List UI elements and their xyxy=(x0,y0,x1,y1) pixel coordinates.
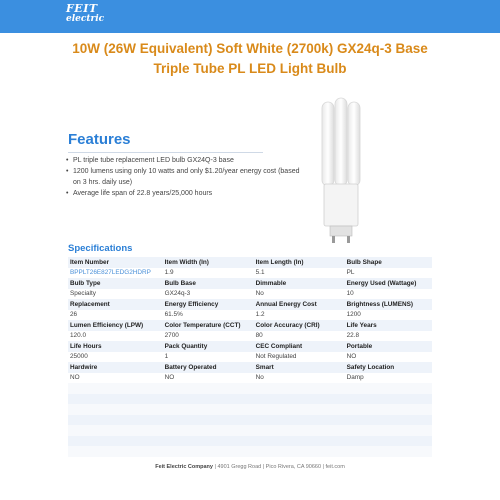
spec-empty-row xyxy=(68,394,432,405)
footer-address: | 4901 Gregg Road | Pico Rivera, CA 90660 | xyxy=(212,464,326,470)
spec-label-row xyxy=(68,362,432,373)
spec-label: Portable xyxy=(345,341,432,352)
spec-value: NO xyxy=(345,352,432,363)
spec-label: Life Hours xyxy=(68,341,163,352)
spec-value: 25000 xyxy=(68,352,163,363)
spec-value-row xyxy=(68,268,432,279)
spec-value-row xyxy=(68,310,432,321)
specifications-table xyxy=(68,257,432,457)
spec-label: Color Temperature (CCT) xyxy=(163,320,254,331)
footer xyxy=(0,464,500,470)
spec-value: PL xyxy=(345,268,432,279)
spec-empty-row xyxy=(68,415,432,426)
spec-label: Brightness (LUMENS) xyxy=(345,299,432,310)
feature-item: • 1200 lumens using only 10 watts and only $1.20/year energy cost (based on 3 hrs. daily use) xyxy=(66,166,306,188)
spec-value-row xyxy=(68,373,432,384)
spec-label: Energy Efficiency xyxy=(163,299,254,310)
spec-value: BPPLT26E827LEDG2HDRP xyxy=(68,268,163,279)
spec-label-row xyxy=(68,299,432,310)
spec-value-row xyxy=(68,331,432,342)
spec-label: CEC Compliant xyxy=(254,341,345,352)
spec-value: 1.9 xyxy=(163,268,254,279)
spec-value-row xyxy=(68,289,432,300)
feature-item: • Average life span of 22.8 years/25,000 hours xyxy=(66,188,306,199)
title-line2: Triple Tube PL LED Light Bulb xyxy=(153,61,347,76)
spec-value-row xyxy=(68,352,432,363)
title-line1: 10W (26W Equivalent) Soft White (2700k) GX24q-3 Base xyxy=(72,41,428,56)
spec-label: Item Number xyxy=(68,257,163,268)
spec-label: Dimmable xyxy=(254,278,345,289)
spec-value: 120.0 xyxy=(68,331,163,342)
spec-empty-row xyxy=(68,446,432,457)
spec-value: 10 xyxy=(345,289,432,300)
feature-item: • PL triple tube replacement LED bulb GX24Q-3 base xyxy=(66,155,306,166)
spec-empty-row xyxy=(68,383,432,394)
spec-label: Hardwire xyxy=(68,362,163,373)
spec-value: 61.5% xyxy=(163,310,254,321)
spec-label: Safety Location xyxy=(345,362,432,373)
spec-value: 26 xyxy=(68,310,163,321)
spec-label: Lumen Efficiency (LPW) xyxy=(68,320,163,331)
spec-label-row xyxy=(68,341,432,352)
spec-value: NO xyxy=(68,373,163,384)
spec-label: Item Width (In) xyxy=(163,257,254,268)
spec-label: Pack Quantity xyxy=(163,341,254,352)
spec-value: Damp xyxy=(345,373,432,384)
spec-label: Bulb Shape xyxy=(345,257,432,268)
spec-value: 1 xyxy=(163,352,254,363)
pl-led-bulb-icon xyxy=(318,94,364,244)
spec-label: Battery Operated xyxy=(163,362,254,373)
product-title xyxy=(40,39,460,79)
spec-value: NO xyxy=(163,373,254,384)
spec-label-row xyxy=(68,278,432,289)
spec-value: 22.8 xyxy=(345,331,432,342)
spec-value: 5.1 xyxy=(254,268,345,279)
spec-label: Color Accuracy (CRI) xyxy=(254,320,345,331)
footer-company: Feit Electric Company xyxy=(155,464,213,470)
spec-label: Bulb Base xyxy=(163,278,254,289)
spec-label: Energy Used (Wattage) xyxy=(345,278,432,289)
spec-value: 1200 xyxy=(345,310,432,321)
spec-value: 2700 xyxy=(163,331,254,342)
spec-empty-row xyxy=(68,425,432,436)
spec-label-row xyxy=(68,320,432,331)
footer-website-link[interactable]: feit.com xyxy=(325,464,345,470)
spec-label: Bulb Type xyxy=(68,278,163,289)
feit-electric-logo xyxy=(66,4,106,28)
logo-line1: FEIT xyxy=(66,2,98,15)
spec-value: GX24q-3 xyxy=(163,289,254,300)
spec-label: Item Length (In) xyxy=(254,257,345,268)
spec-value: No xyxy=(254,289,345,300)
spec-value: No xyxy=(254,373,345,384)
features-heading: Features xyxy=(68,131,131,148)
spec-value: 1.2 xyxy=(254,310,345,321)
spec-label: Life Years xyxy=(345,320,432,331)
spec-empty-row xyxy=(68,436,432,447)
spec-empty-row xyxy=(68,404,432,415)
spec-label: Replacement xyxy=(68,299,163,310)
spec-label-row xyxy=(68,257,432,268)
spec-value: 80 xyxy=(254,331,345,342)
spec-label: Smart xyxy=(254,362,345,373)
features-divider xyxy=(68,152,263,153)
specifications-heading: Specifications xyxy=(68,243,133,254)
logo-line2: electric xyxy=(66,14,105,24)
spec-value: Specialty xyxy=(68,289,163,300)
spec-label: Annual Energy Cost xyxy=(254,299,345,310)
spec-value: Not Regulated xyxy=(254,352,345,363)
features-list xyxy=(66,155,306,199)
